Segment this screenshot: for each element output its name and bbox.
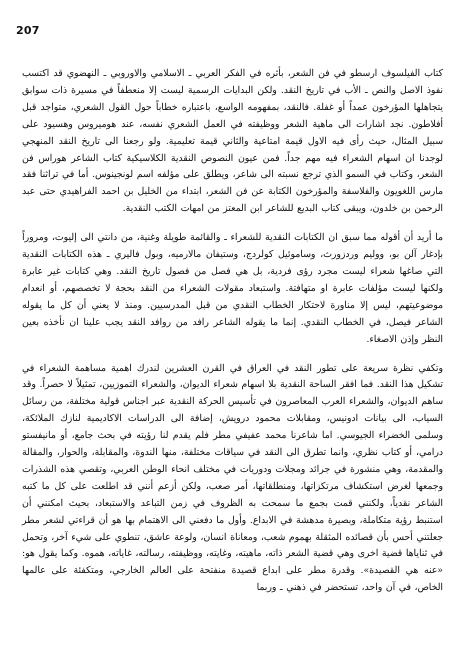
paragraph-1: كتاب الفيلسوف ارسطو في فن الشعر، بأثره في الفكر العربي ـ الاسلامي والاوروبي ـ النهضوي قد اكتسب نفوذ الاصل والنص ـ الأب في تاريخ النقد. ولكن البدايات الرسمية ليست إلا منعطفاً في مسيرة ذات سوابق يتجاهلها المؤرخون عمداً أو غفلة. فالنقد، بمفهومه الواسع، باعتباره خطاباً حول القول الشعري، متواجد قبل أفلاطون. نجد اشارات الى ماهية الشعر ووظيفته في العمل الشعري نفسه، عند هوميروس وهسيود على سبيل المثال، حيث رأى فيه الاول قيمة امتاعية والثاني قيمة تعليمية. ولو رجعنا الى تاريخ النقد المنهجي لوجدنا ان اسهام الشعراء فيه مهم جداً. فمن عيون النصوص النقدية الكلاسيكية كتاب الشاعر هوراس فن الشعر، وكتاب في السمو الذي ترجع نسبته الى شاعر، ويطلق على مؤلفه اسم لونجينوس. أما في تراثنا فقد مارس اللغويون والفلاسفة والمؤرخون الكتابة عن فن الشعر، ابتداء من الخليل بن احمد الفراهيدي حتى عبد الرحمن بن خلدون، ويبقى كتاب البديع للشاعر ابن المعتز من امهات الكتب النقدية.	[22, 68, 443, 215]
paragraph-2: ما أريد أن أقوله مما سبق ان الكتابات النقدية للشعراء ـ والقائمة طويلة وغنية، من دانتي الى إليوت، ومروراً بإدغار آلن بو، ووليم وردزورث، وساموئيل كولردج، وستيفان مالارميه، وبول فاليري ـ هذه الكتابات النقدية التي صاغها شعراء ليست مجرد رؤى فردية، بل هي فصل من فصول تاريخ النقد. وهي كتابات غير عابرة ولكنها ليست مؤلفات عابرة او متهافتة. واستبعاد مقولات الشعراء من النقد بحجة لا تخصصهم، أو انعدام موضوعيتهم، ليس إلا مناورة لاحتكار الخطاب النقدي من قبل المدرسيين. ومنذ لا يعني أن كل ما يقوله الشاعر فيصل، في الخطاب النقدي. إنما ما يقوله الشاعر رافد من روافد النقد يجب علينا ان نأخذه بعين النظر وإذن الاصغاء.	[22, 232, 443, 345]
page-number: 207	[16, 24, 40, 37]
page-body	[22, 66, 443, 597]
paragraph-3: وتكفي نظرة سريعة على تطور النقد في العراق في القرن العشرين لندرك اهمية مساهمة الشعراء في تشكيل هذا النقد. فما افقر الساحة النقدية بلا اسهام شعراء الديوان، والشعراء التموزيين، تمثيلاً لا حصراً. وقد ساهم الديوان، والشعراء العرب المعاصرون في تأسيس الحركة النقدية عبر اجناس قولية مختلفة، من رسائل السياب، الى بيانات ادونيس، ومقابلات محمود درويش، إضافة الى الدراسات الاكاديمية لنازك الملائكة، وسلمى الخضراء الجيوسي. اما شاعرنا محمد عفيفي مطر فلم يقدم لنا رؤيته في بحث جامع، أو مانيفستو درامي، أو كتاب نظري، وانما تطرق الى النقد في سياقات مختلفة، منها الندوة، والمقابلة، والحوار، والمقالة والمقدمة، وهي منشورة في جرائد ومجلات ودوريات في مختلف انحاء الوطن العربي، وتقصي هذه الشذرات وجمعها لغرض استكشاف مرتكزاتها، ومنطلقاتها، أمر صعب، ولكن أزعم أنني قد اطلعت على كل ما كتبه الشاعر نقدياً، ولكنني قمت بجمع ما سمحت به الظروف في زمن التباعد والاستبعاد، بحيث امكنني أن استنبط رؤية متكاملة، وبصيرة مدهشة في الابداع. وأول ما دفعني الى الاهتمام بها هو أن قراءتي لشعر مطر جعلتني أحس بأن قصائده المثقلة بهموم شعب، ومعاناة انسان، ولوعة عاشق، تنطوي على شيء آخر، وتحمل في ثناياها قضية اخرى وهي قضية الشعر ذاته، ماهيته، وغايته، ووظيفته، رسالته، غاياته، هموه. وكما يقول هو: «عنه هي القصيدة». وقدرة مطر على ابداع قصيدة منفتحة على العالم الخارجي، ومتكفئة على عالمها الخاص، في آن واحد، تستحضر في ذهني ـ وربما	[22, 362, 443, 594]
